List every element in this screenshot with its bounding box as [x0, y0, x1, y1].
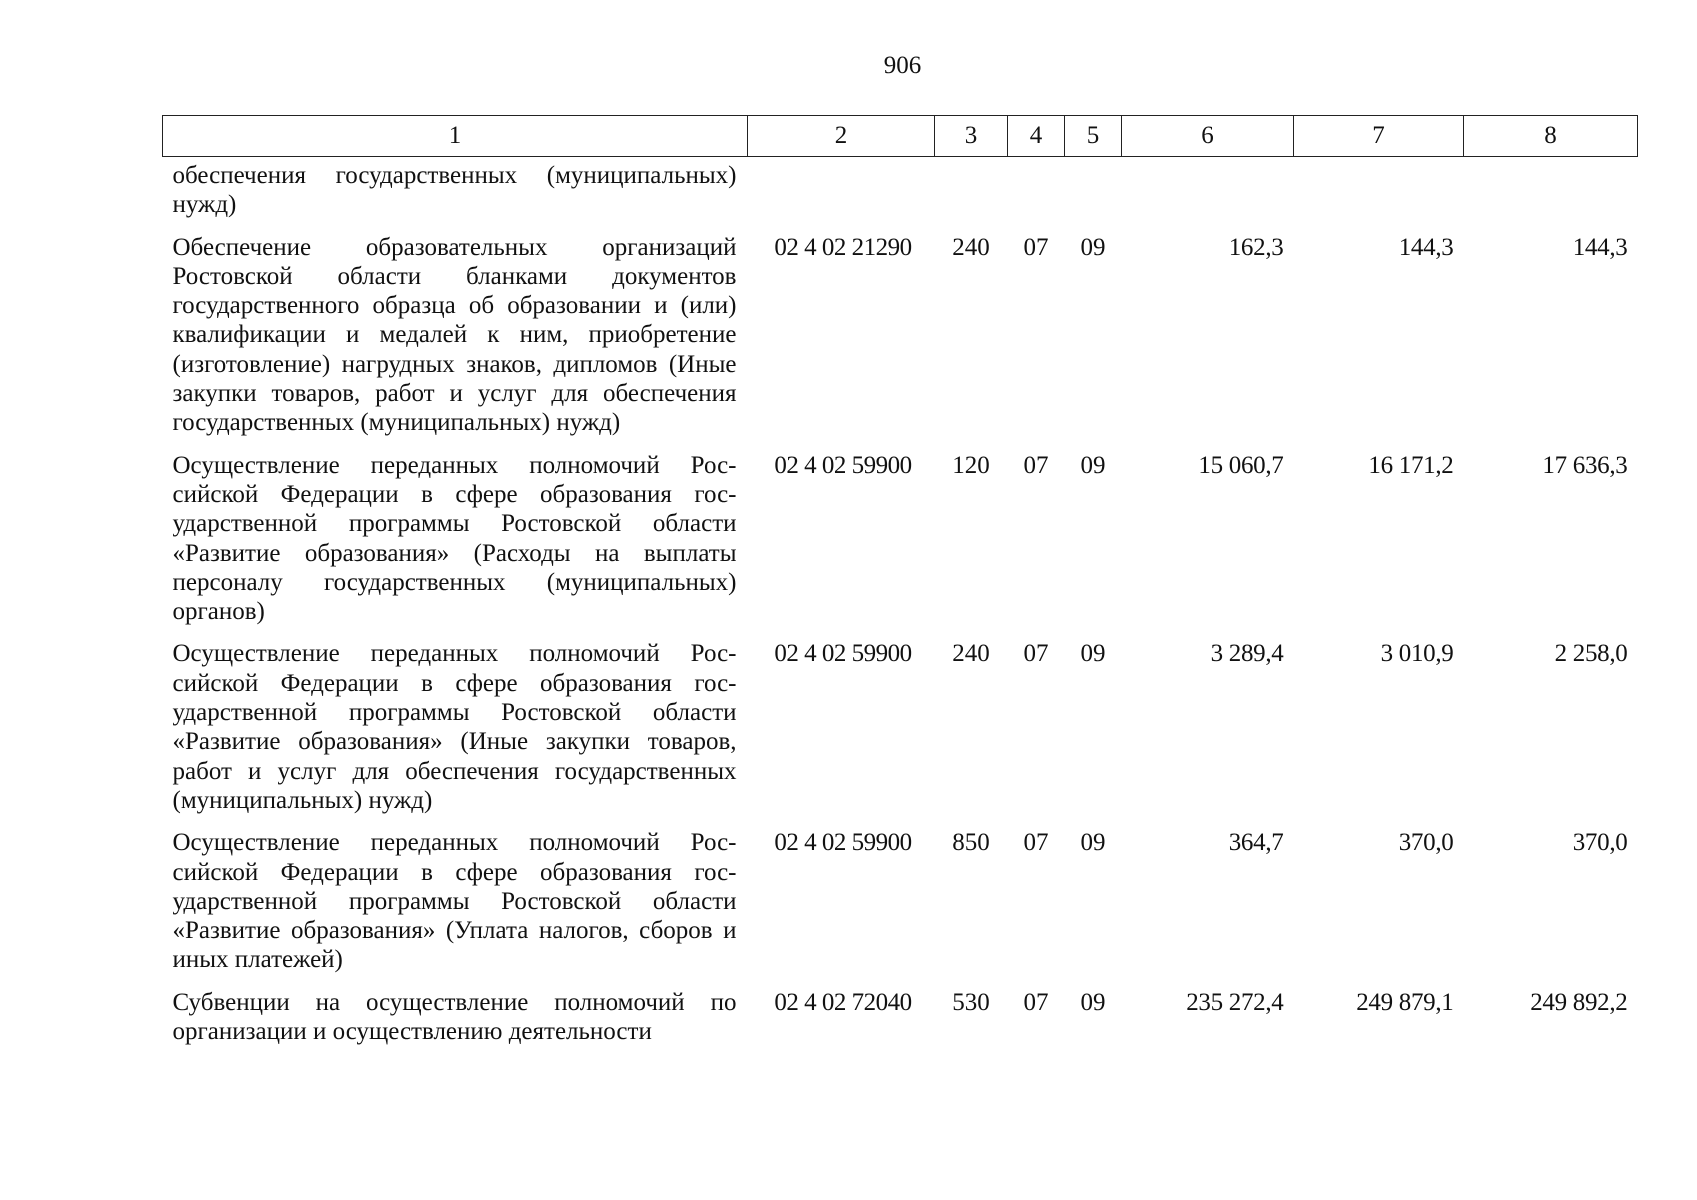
table-row: [163, 815, 1638, 974]
column-header-7: 7: [1294, 116, 1464, 157]
table-row: [163, 157, 1638, 220]
table-row: [163, 438, 1638, 627]
row-value-col8: [1464, 157, 1638, 220]
column-header-5: 5: [1065, 116, 1122, 157]
row-value-col8: 144,3: [1572, 233, 1628, 261]
row-subsection: 09: [1080, 829, 1106, 857]
row-value-col7: 16 171,2: [1368, 451, 1454, 479]
row-target-code: 02 4 02 59900: [774, 829, 912, 857]
row-value-col6: 162,3: [1228, 233, 1284, 261]
row-value-col8: 370,0: [1572, 829, 1628, 857]
table-body: [163, 157, 1638, 1047]
row-target-code: 02 4 02 72040: [774, 988, 912, 1016]
page-number: 906: [883, 52, 922, 79]
row-value-col6: 235 272,4: [1186, 988, 1284, 1016]
row-description: Обеспечение образовательных организаций Ростовской области бланками документов государственного образца об образовании и (или) квалификации и медалей к ним, приобретение (изготовление) нагрудных знаков, дипломов (Иные закупки товаров, работ и услуг для обеспечения государственных (муниципальных) нужд): [172, 233, 737, 437]
row-value-col8: 17 636,3: [1542, 451, 1628, 479]
row-description: Осуществление переданных полномочий Российской Федерации в сфере образования государственной программы Ростовской области «Развитие образования» (Расходы на выплаты персоналу государственных (муниципальных) органов): [172, 451, 737, 626]
row-description: Субвенции на осуществление полномочий по организации и осуществлению деятельности: [172, 988, 737, 1046]
row-subsection: 09: [1080, 233, 1106, 261]
row-target-code: [748, 157, 935, 220]
row-value-col7: 249 879,1: [1356, 988, 1454, 1016]
row-value-col6: 364,7: [1228, 829, 1284, 857]
row-value-col6: 15 060,7: [1198, 451, 1284, 479]
column-header-6: 6: [1122, 116, 1294, 157]
table-row: [163, 975, 1638, 1047]
row-section: [1008, 157, 1065, 220]
row-description: обеспечения государственных (муниципальных) нужд): [172, 162, 737, 219]
column-header-4: 4: [1008, 116, 1065, 157]
row-value-col7: 370,0: [1398, 829, 1454, 857]
column-header-3: 3: [935, 116, 1008, 157]
row-description: Осуществление переданных полномочий Российской Федерации в сфере образования государственной программы Ростовской области «Развитие образования» (Иные закупки товаров, работ и услуг для обеспечения государственных (муниципальных) нужд): [172, 640, 737, 814]
column-header-2: 2: [748, 116, 935, 157]
row-value-col6: 3 289,4: [1210, 640, 1284, 668]
row-section: 07: [1023, 233, 1049, 261]
row-expense-type: 240: [952, 233, 990, 261]
table-header: [163, 116, 1638, 157]
header-row: [163, 116, 1638, 157]
row-subsection: 09: [1080, 988, 1106, 1016]
row-subsection: [1065, 157, 1122, 220]
column-header-1: 1: [163, 116, 748, 157]
row-value-col7: [1294, 157, 1464, 220]
row-value-col8: 249 892,2: [1530, 988, 1628, 1016]
row-value-col7: 3 010,9: [1380, 640, 1454, 668]
row-target-code: 02 4 02 59900: [774, 640, 912, 668]
row-expense-type: 240: [952, 640, 990, 668]
row-expense-type: 120: [952, 451, 990, 479]
row-section: 07: [1023, 988, 1049, 1016]
row-section: 07: [1023, 640, 1049, 668]
budget-table: [162, 115, 1638, 1046]
row-section: 07: [1023, 829, 1049, 857]
row-section: 07: [1023, 451, 1049, 479]
table-row: [163, 220, 1638, 438]
table-row: [163, 626, 1638, 815]
row-value-col8: 2 258,0: [1554, 640, 1628, 668]
row-subsection: 09: [1080, 640, 1106, 668]
row-target-code: 02 4 02 59900: [774, 451, 912, 479]
row-expense-type: 850: [952, 829, 990, 857]
row-subsection: 09: [1080, 451, 1106, 479]
row-expense-type: [935, 157, 1008, 220]
budget-table-container: [162, 115, 1637, 1046]
row-value-col7: 144,3: [1398, 233, 1454, 261]
row-expense-type: 530: [952, 988, 990, 1016]
row-target-code: 02 4 02 21290: [774, 233, 912, 261]
row-description: Осуществление переданных полномочий Российской Федерации в сфере образования государственной программы Ростовской области «Развитие образования» (Уплата налогов, сборов и иных платежей): [172, 829, 737, 974]
row-value-col6: [1122, 157, 1294, 220]
column-header-8: 8: [1464, 116, 1638, 157]
